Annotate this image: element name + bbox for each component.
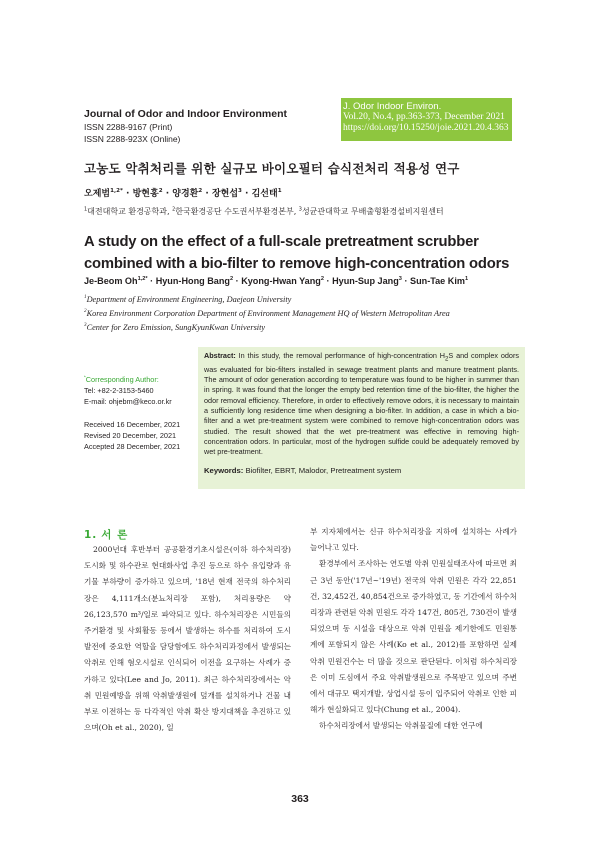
author-name: 김선태 — [251, 189, 278, 199]
author-separator: · — [202, 189, 212, 199]
body-paragraph: 하수처리장에서 발생되는 악취물질에 대한 연구에 — [319, 721, 483, 731]
affiliation-line — [84, 293, 450, 307]
author-affil-mark: 2 — [320, 275, 324, 282]
keywords-list: Biofilter, EBRT, Malodor, Pretreatment system — [243, 466, 402, 475]
affiliation-line — [84, 321, 450, 335]
affil-mark: 1 — [84, 206, 88, 213]
date-revised: Revised 20 December, 2021 — [84, 431, 177, 440]
issn-print: ISSN 2288-9167 (Print) — [84, 122, 173, 132]
page-number: 363 — [291, 793, 309, 805]
author-affil-mark: 1 — [464, 275, 469, 282]
keywords — [204, 466, 401, 475]
affil-text: 성균관대학교 무배출형환경설비지원센터 — [301, 207, 444, 216]
author-name: Kyong-Hwan Yang — [241, 276, 321, 286]
affil-text: Center for Zero Emission, SungKyunKwan University — [86, 323, 266, 332]
body-paragraph: 환경부에서 조사하는 연도별 악취 민원실태조사에 따르면 최근 3년 동안('17년~'19년) 전국의 악취 민원은 각각 22,851건, 32,452건, 40,854건으로 증가하였고, 동 기간에서 하수처리장과 관련된 악취 민원도 각각 147건, 805건, 730건이 발생되었으며 동 시설을 대상으로 악취 민원을 제기한에도 민원통계에 포함되지 않은 사례(Ko et al., 2012)를 포함하면 실제 악취 민원건수는 더 많을 것으로 판단된다. 이처럼 하수처리장은 이미 도심에서 주요 악취발생원으로 주목받고 있으며 주변에서 대규모 택지개발, 상업시설 등이 입주되어 악취로 인한 피해가 현실화되고 있다(Chung et al., 2004). — [310, 559, 517, 715]
body-column-left — [84, 542, 291, 736]
section-title: 서 론 — [101, 529, 129, 541]
body-column-right — [310, 524, 517, 735]
author-name: Hyun-Sup Jang — [332, 276, 399, 286]
author-separator: · — [233, 276, 242, 286]
affil-text: Department of Environment Engineering, Daejeon University — [86, 295, 292, 304]
journal-abbrev: J. Odor Indoor Environ. — [343, 101, 442, 112]
english-title: A study on the effect of a full-scale pretreatment scrubber combined with a bio-filter to remove high-concentration odors — [84, 234, 510, 272]
author-separator: · — [147, 276, 156, 286]
journal-name: Journal of Odor and Indoor Environment — [84, 108, 288, 120]
author-affil-mark: 1 — [277, 188, 282, 194]
affil-text: Korea Environment Corporation Department of Environment Management HQ of Western Metropolitan Area — [86, 309, 450, 318]
article-dates — [84, 419, 180, 452]
date-accepted: Accepted 28 December, 2021 — [84, 442, 181, 451]
affil-mark: 1 — [84, 294, 87, 301]
affil-text: 대전대학교 환경공학과, — [87, 207, 173, 216]
korean-affiliations — [84, 206, 444, 217]
author-name: 오제범 — [84, 189, 111, 199]
author-name: Sun-Tae Kim — [410, 276, 465, 286]
author-affil-mark: 2 — [198, 188, 203, 194]
abstract-text: Abstract: In this study, the removal performance of high-concentration $H_2S$ and complex odors was evaluated for bio-filters installed in sewage treatment plants and manure treatment plants. The amount of odor generation according to temperature was found to be higher in summer than in spring. It was found that the longer the empty bed retention time of the bio-filter, the higher the odor removal efficiency. Therefore, in order to effectively remove odors, it is necessary to maintain a sufficiently long residence time when designing a bio-filter. In addition, a case in which a bio-filter and a wet pre-treatment system were combined to remove high-concentration odors was studied. The result showed that the wet pre-treatment was effective in removing high-concentration odors. In particular, most of the hydrogen sulfide could be adequately removed by wet pre-treatment. — [204, 351, 519, 457]
author-separator: · — [324, 276, 333, 286]
english-authors — [84, 276, 468, 286]
author-name: Je-Beom Oh — [84, 276, 138, 286]
author-affil-mark: 1,2* — [110, 188, 123, 194]
author-affil-mark: 3 — [398, 275, 402, 282]
date-received: Received 16 December, 2021 — [84, 420, 181, 429]
corresponding-tel: Tel: +82-2-3153-5460 — [84, 386, 154, 395]
journal-info — [84, 108, 287, 145]
journal-volume: Vol.20, No.4, pp.363-373, December 2021 — [343, 112, 505, 122]
author-separator: · — [401, 276, 411, 286]
affil-mark: 3 — [84, 322, 87, 329]
author-separator: · — [241, 189, 252, 199]
author-affil-mark: 1,2* — [137, 275, 148, 282]
author-affil-mark: 3 — [238, 188, 242, 194]
issn-online: ISSN 2288-923X (Online) — [84, 134, 181, 144]
corresponding-label: *Corresponding Author: — [84, 374, 159, 384]
english-affiliations — [84, 293, 450, 335]
journal-citation-box — [341, 98, 512, 141]
keywords-label: Keywords: — [204, 466, 244, 475]
author-affil-mark: 2 — [229, 275, 234, 282]
journal-doi[interactable]: https://doi.org/10.15250/joie.2021.20.4.363 — [343, 123, 509, 133]
author-name: Hyun-Hong Bang — [155, 276, 230, 286]
section-heading — [84, 527, 128, 542]
affil-mark: 3 — [298, 206, 302, 213]
corresponding-mark: * — [84, 374, 86, 380]
author-name: 방현홍 — [132, 189, 159, 199]
author-separator: · — [122, 189, 133, 199]
author-separator: · — [162, 189, 173, 199]
affil-text: 한국환경공단 수도권서부환경본부, — [175, 207, 299, 216]
author-name: 양경환 — [172, 189, 199, 199]
korean-title: 고농도 악취처리를 위한 실규모 바이오필터 습식전처리 적용성 연구 — [84, 161, 460, 176]
author-name: 장현섭 — [211, 189, 239, 199]
body-paragraph: 부 지자체에서는 신규 하수처리장을 지하에 설치하는 사례가 늘어나고 있다. — [310, 527, 517, 553]
body-paragraph: 2000년대 후반부터 공공환경기초시설은(이하 하수처리장) 도시화 및 하수관로 현대화사업 추진 등으로 하수 유입량과 유기물 부하량이 증가하고 있으며, '18년 현재 전국의 하수처리장은 4,111개소(분뇨처리장 포함), 처리용량은 약 26,123,570 m³/일로 파악되고 있다. 하수처리장은 시민들의 주거환경 및 사회활동 등에서 발생하는 하수를 처리하여 도시 발전에 중요한 역할을 담당함에도 하수처리과정에서 발생되는 악취로 인해 혐오시설로 인식되어 이전을 요구하는 사례가 증가하고 있다(Lee and Jo, 2011). 최근 하수처리장에서는 악취 민원예방을 위해 악취발생원에 덮개를 설치하거나 건물 내부로 이전하는 등 다각적인 악취 확산 방지대책을 추진하고 있으며(Oh et al., 2020), 일 — [84, 545, 291, 733]
article-side-info — [84, 374, 180, 452]
affiliation-line — [84, 307, 450, 321]
author-affil-mark: 2 — [158, 188, 163, 194]
affil-mark: 2 — [172, 206, 176, 213]
affil-mark: 2 — [84, 308, 87, 315]
abstract-label: Abstract: — [204, 351, 236, 360]
corresponding-email[interactable]: E-mail: ohjebm@keco.or.kr — [84, 397, 172, 406]
section-number: 1. — [84, 529, 98, 541]
korean-authors — [84, 186, 282, 199]
subscript: 2 — [445, 356, 449, 363]
